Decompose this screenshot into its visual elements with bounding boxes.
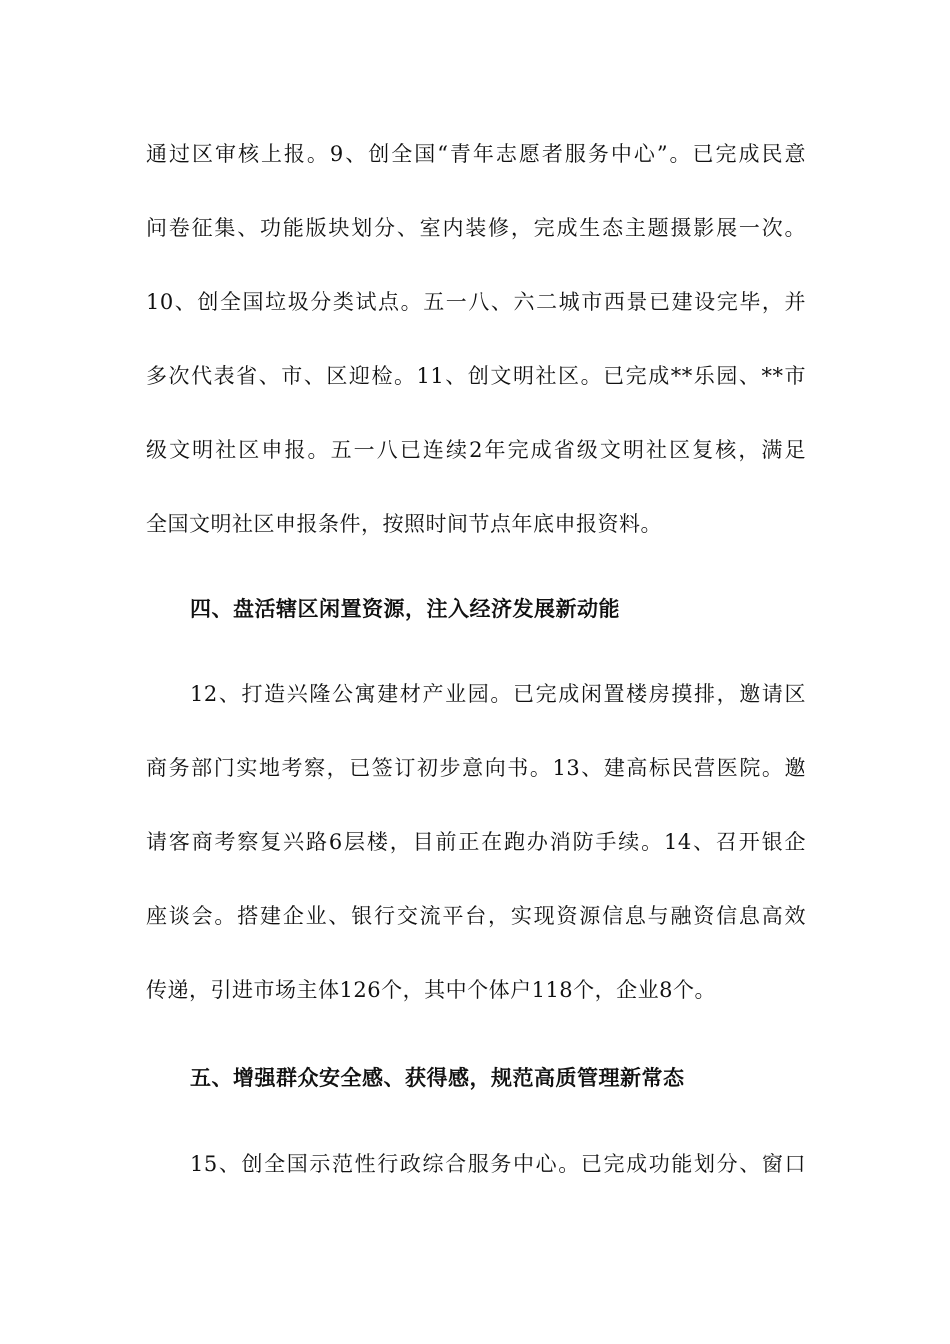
paragraph-1-line-1: 通过区审核上报。9、创全国“青年志愿者服务中心”。已完成民意 bbox=[146, 142, 806, 166]
paragraph-1-line-6: 全国文明社区申报条件，按照时间节点年底申报资料。 bbox=[146, 512, 662, 536]
paragraph-2-line-4: 座谈会。搭建企业、银行交流平台，实现资源信息与融资信息高效 bbox=[146, 904, 806, 928]
paragraph-2-line-5: 传递，引进市场主体126个，其中个体户118个，企业8个。 bbox=[146, 978, 717, 1002]
paragraph-1-line-5: 级文明社区申报。五一八已连续2年完成省级文明社区复核，满足 bbox=[146, 438, 806, 462]
paragraph-3-line-1: 15、创全国示范性行政综合服务中心。已完成功能划分、窗口 bbox=[190, 1152, 806, 1176]
section-heading-4: 四、盘活辖区闲置资源，注入经济发展新动能 bbox=[190, 596, 620, 621]
paragraph-2-line-3: 请客商考察复兴路6层楼，目前正在跑办消防手续。14、召开银企 bbox=[146, 830, 806, 854]
section-heading-5: 五、增强群众安全感、获得感，规范高质管理新常态 bbox=[190, 1065, 685, 1090]
paragraph-1-line-2: 问卷征集、功能版块划分、室内装修，完成生态主题摄影展一次。 bbox=[146, 216, 806, 240]
paragraph-1-line-3: 10、创全国垃圾分类试点。五一八、六二城市西景已建设完毕，并 bbox=[146, 290, 806, 314]
paragraph-1-line-4: 多次代表省、市、区迎检。11、创文明社区。已完成**乐园、**市 bbox=[146, 364, 806, 388]
paragraph-2-line-1: 12、打造兴隆公寓建材产业园。已完成闲置楼房摸排，邀请区 bbox=[190, 682, 806, 706]
paragraph-2-line-2: 商务部门实地考察，已签订初步意向书。13、建高标民营医院。邀 bbox=[146, 756, 806, 780]
